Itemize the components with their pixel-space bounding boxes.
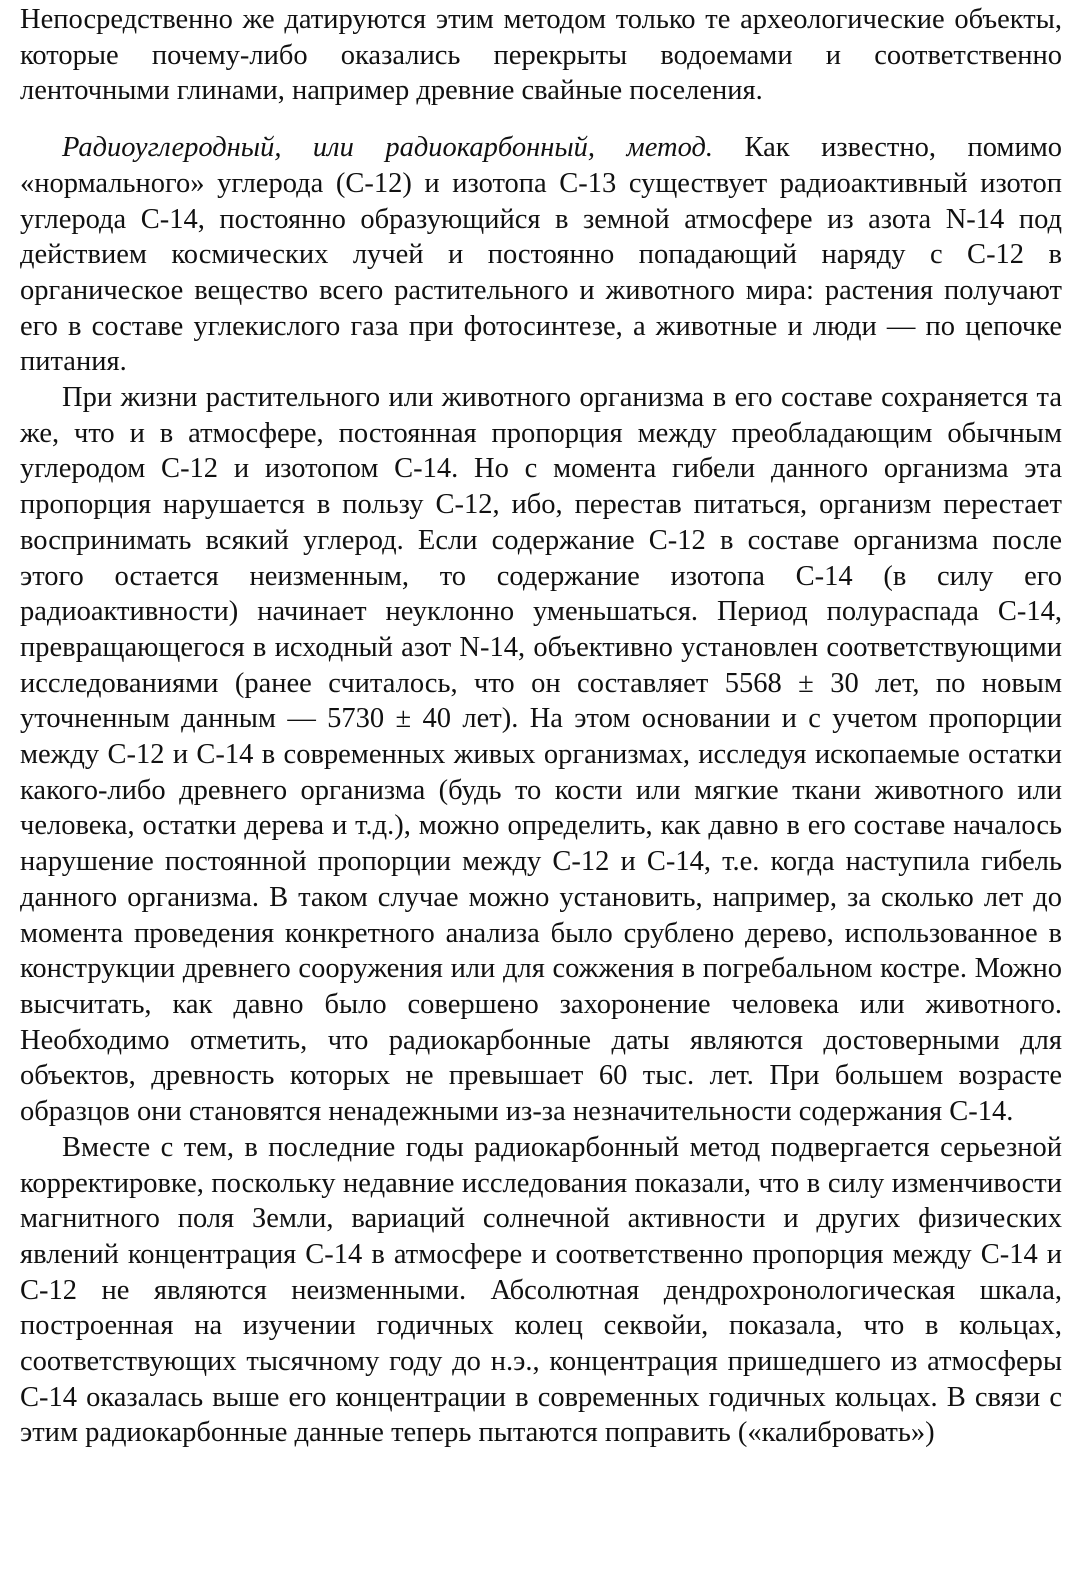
document-page <box>20 2 1062 1451</box>
section-term-radiocarbon: Радиоуглеродный, или радиокарбонный, метод. <box>62 132 713 164</box>
paragraph-intro: Непосредственно же датируются этим методом только те археологические объекты, которые почему-либо оказались перекрыты водоемами и соответственно ленточными глинами, например древние свайные поселения. <box>20 4 1062 107</box>
paragraph-decay-principle: При жизни растительного или животного организма в его составе сохраняется та же, что и в атмосфере, постоянная пропорция между преобладающим обычным углеродом С-12 и изотопом С-14. Но с момента гибели данного организма эта пропорция нарушается в пользу С-12, ибо, перестав питаться, организм перестает воспринимать всякий углерод. Если содержание С-12 в составе организма после этого остается неизменным, то содержание изотопа С-14 (в силу его радиоактивности) начинает неуклонно уменьшаться. Период полураспада С-14, превращающегося в исходный азот N-14, объективно установлен соответствующими исследованиями (ранее считалось, что он составляет 5568 ± 30 лет, по новым уточненным данным — 5730 ± 40 лет). На этом основании и с учетом пропорции между С-12 и С-14 в современных живых организмах, исследуя ископаемые остатки какого-либо древнего организма (будь то кости или мягкие ткани животного или человека, остатки дерева и т.д.), можно определить, как давно в его составе началось нарушение постоянной пропорции между С-12 и С-14, т.е. когда наступила гибель данного организма. В таком случае можно установить, например, за сколько лет до момента проведения конкретного анализа было срублено дерево, использованное в конструкции древнего сооружения или для сожжения в погребальном костре. Можно высчитать, как давно было совершено захоронение человека или животного. Необходимо отметить, что радиокарбонные даты являются достоверными для объектов, древность которых не превышает 60 тыс. лет. При большем возрасте образцов они становятся ненадежными из-за незначительности содержания С-14. <box>20 382 1062 1128</box>
paragraph-radiocarbon-text: Как известно, помимо «нормального» углерода (С-12) и изотопа С-13 существует радиоактивный изотоп углерода С-14, постоянно образующийся в земной атмосфере из азота N-14 под действием космических лучей и постоянно попадающий наряду с С-12 в органическое вещество всего растительного и животного мира: растения получают его в составе углекислого газа при фотосинтезе, а животные и люди — по цепочке питания. <box>20 132 1062 378</box>
paragraph-radiocarbon-definition <box>20 130 1062 380</box>
paragraph-calibration: Вместе с тем, в последние годы радиокарбонный метод подвергается серьезной корректировке, поскольку недавние исследования показали, что в силу изменчивости магнитного поля Земли, вариаций солнечной активности и других физических явлений концентрация С-14 в атмосфере и соответственно пропорция между С-14 и С-12 не являются неизменными. Абсолютная дендрохронологическая шкала, построенная на изучении годичных колец секвойи, показала, что в кольцах, соответствующих тысячному году до н.э., концентрация пришедшего из атмосферы С-14 оказалась выше его концентрации в современных годичных кольцах. В связи с этим радиокарбонные данные теперь пытаются поправить («калибровать») <box>20 1131 1062 1449</box>
paragraph-gap <box>20 109 1062 130</box>
